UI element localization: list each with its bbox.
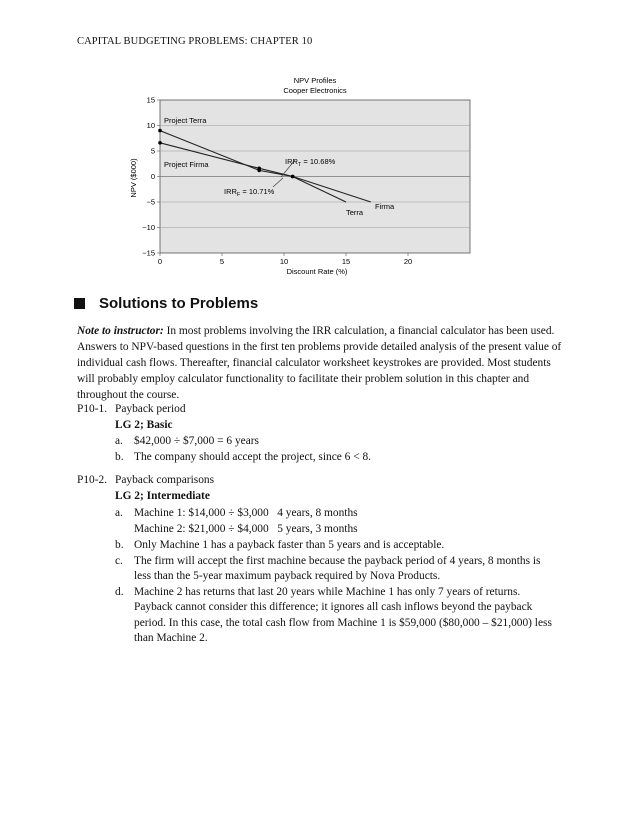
p2-d-label: d. <box>115 586 124 598</box>
p1-title: Payback period <box>115 403 186 415</box>
y-tick-label: 15 <box>146 95 155 105</box>
p1-a-label: a. <box>115 435 123 447</box>
y-tick-label: 10 <box>146 121 155 130</box>
p2-d-line1: Machine 2 has returns that last 20 years while Machine 1 has only 7 years of returns. <box>134 586 521 598</box>
p2-a-line1: Machine 1: $14,000 ÷ $3,000 4 years, 8 months <box>134 507 358 519</box>
p1-lg: LG 2; Basic <box>115 419 173 431</box>
p2-d-line3: period. In this case, the total cash flow from Machine 1 is $59,000 ($80,000 – $21,000) less <box>134 617 552 629</box>
data-point <box>158 141 162 145</box>
p1-b-text: The company should accept the project, since 6 < 8. <box>134 451 372 463</box>
y-tick-label: 0 <box>150 172 155 181</box>
p2-a-line2: Machine 2: $21,000 ÷ $4,000 5 years, 3 months <box>134 523 358 535</box>
data-point <box>257 167 261 171</box>
data-point <box>158 129 162 133</box>
p2-c-line2: less than the 5-year maximum payback required by Nova Products. <box>134 570 441 582</box>
p2-b-text: Only Machine 1 has a payback faster than 5 years and is acceptable. <box>134 539 445 551</box>
chart-subtitle: Cooper Electronics <box>283 86 347 95</box>
y-tick-label: −15 <box>142 248 155 258</box>
x-axis-label: Discount Rate (%) <box>286 267 348 276</box>
section-heading <box>74 295 258 312</box>
square-bullet-icon <box>74 298 85 309</box>
p1-a-text: $42,000 ÷ $7,000 = 6 years <box>134 435 259 447</box>
end-label-terra: Terra <box>346 208 364 217</box>
p1-number: P10-1. <box>77 403 108 415</box>
irr-firma-annotation: $IRR_F = 10.71\%$ <box>224 187 275 198</box>
x-tick-label: 20 <box>403 257 413 266</box>
p2-b-label: b. <box>115 539 124 551</box>
instructor-note <box>77 323 563 403</box>
running-header: CAPITAL BUDGETING PROBLEMS: CHAPTER 10 <box>77 36 313 47</box>
p2-d-line4: than Machine 2. <box>134 632 208 644</box>
x-tick-label: 10 <box>279 257 289 266</box>
npv-profile-chart <box>120 70 480 280</box>
p2-title: Payback comparisons <box>115 474 215 486</box>
y-axis-label: NPV ($000) <box>129 158 138 198</box>
p2-c-label: c. <box>115 555 123 567</box>
y-tick-label: 5 <box>150 146 155 156</box>
p2-a-label: a. <box>115 507 123 519</box>
end-label-firma: Firma <box>375 202 395 211</box>
data-point <box>291 175 295 179</box>
section-title: Solutions to Problems <box>99 295 259 312</box>
y-tick-label: −5 <box>146 197 155 207</box>
series-label-firma: Project Firma <box>164 160 209 169</box>
p2-c-line1: The firm will accept the first machine because the payback period of 4 years, 8 months is <box>134 555 541 567</box>
irr-terra-annotation: $IRR_T = 10.68\%$ <box>285 157 336 168</box>
x-ticks <box>158 253 412 266</box>
p2-d-line2: Payback cannot consider this difference; it ignores all cash inflows beyond the payback <box>134 601 533 613</box>
p2-number: P10-2. <box>77 474 108 486</box>
y-ticks <box>142 96 160 258</box>
x-tick-label: 5 <box>219 257 225 266</box>
x-tick-label: 0 <box>157 257 163 266</box>
chart-title: NPV Profiles <box>293 76 337 85</box>
x-tick-label: 15 <box>341 257 351 266</box>
y-tick-label: −10 <box>142 223 155 232</box>
note-text: In most problems involving the IRR calculation, a financial calculator has been used. Answers to NPV-based questions in the first ten problems provide detailed analysis of the present value of individual cash flows. Thereafter, financial calculator worksheet keystrokes are provided. Most students will probably employ calculator functionality to facilitate their problem solution in this chapter and throughout the course. <box>77 325 562 401</box>
p2-lg: LG 2; Intermediate <box>115 490 210 502</box>
series-label-terra: Project Terra <box>164 116 207 125</box>
note-lead: Note to instructor: <box>77 325 164 337</box>
p1-b-label: b. <box>115 451 124 463</box>
